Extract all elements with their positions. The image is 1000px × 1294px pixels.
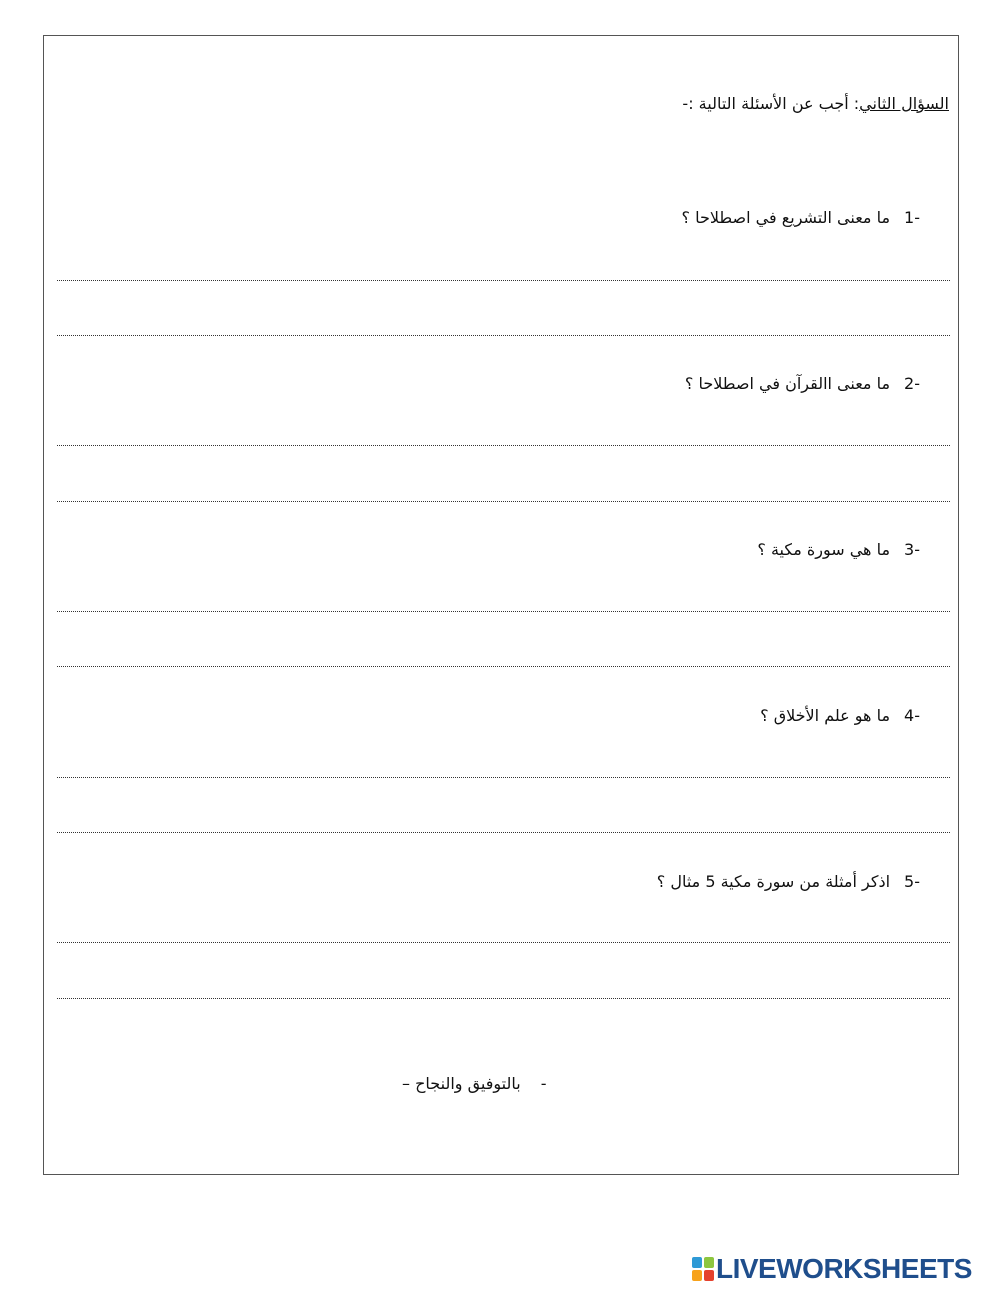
question-text: ما معنى التشريع في اصطلاحا ؟ — [681, 208, 891, 227]
question-text: ما هو علم الأخلاق ؟ — [760, 706, 891, 725]
brand-wordmark: LIVEWORKSHEETS — [716, 1253, 972, 1284]
logo-square — [704, 1257, 714, 1268]
question-4 — [760, 706, 920, 725]
answer-line-5b[interactable] — [57, 998, 950, 999]
liveworksheets-brand[interactable] — [692, 1254, 972, 1284]
answer-line-1b[interactable] — [57, 335, 950, 336]
closing-dash: - — [540, 1074, 547, 1093]
answer-line-3a[interactable] — [57, 611, 950, 612]
logo-square — [704, 1270, 714, 1281]
liveworksheets-logo-icon — [692, 1257, 714, 1281]
worksheet-page — [43, 35, 959, 1175]
question-number: -2 — [904, 374, 920, 393]
question-3 — [757, 540, 920, 559]
heading-underlined: السؤال الثاني — [859, 94, 949, 113]
answer-line-4a[interactable] — [57, 777, 950, 778]
answer-line-2a[interactable] — [57, 445, 950, 446]
question-2 — [685, 374, 920, 393]
question-text: ما معنى االقرآن في اصطلاحا ؟ — [684, 374, 891, 393]
question-text: ما هي سورة مكية ؟ — [757, 540, 891, 559]
answer-line-2b[interactable] — [57, 501, 950, 502]
logo-square — [692, 1257, 702, 1268]
answer-line-5a[interactable] — [57, 942, 950, 943]
question-1 — [682, 208, 920, 227]
logo-square — [692, 1270, 702, 1281]
heading-instruction: : أجب عن الأسئلة التالية :- — [682, 94, 860, 113]
question-text: اذكر أمثلة من سورة مكية 5 مثال ؟ — [656, 872, 891, 891]
question-number: -3 — [904, 540, 920, 559]
closing-wish — [402, 1074, 546, 1093]
answer-line-3b[interactable] — [57, 666, 950, 667]
question-number: -5 — [904, 872, 920, 891]
question-5 — [657, 872, 920, 891]
question-number: -1 — [904, 208, 920, 227]
question-number: -4 — [904, 706, 920, 725]
closing-text: بالتوفيق والنجاح – — [402, 1074, 521, 1093]
section-heading — [682, 94, 949, 113]
answer-line-4b[interactable] — [57, 832, 950, 833]
answer-line-1a[interactable] — [57, 280, 950, 281]
